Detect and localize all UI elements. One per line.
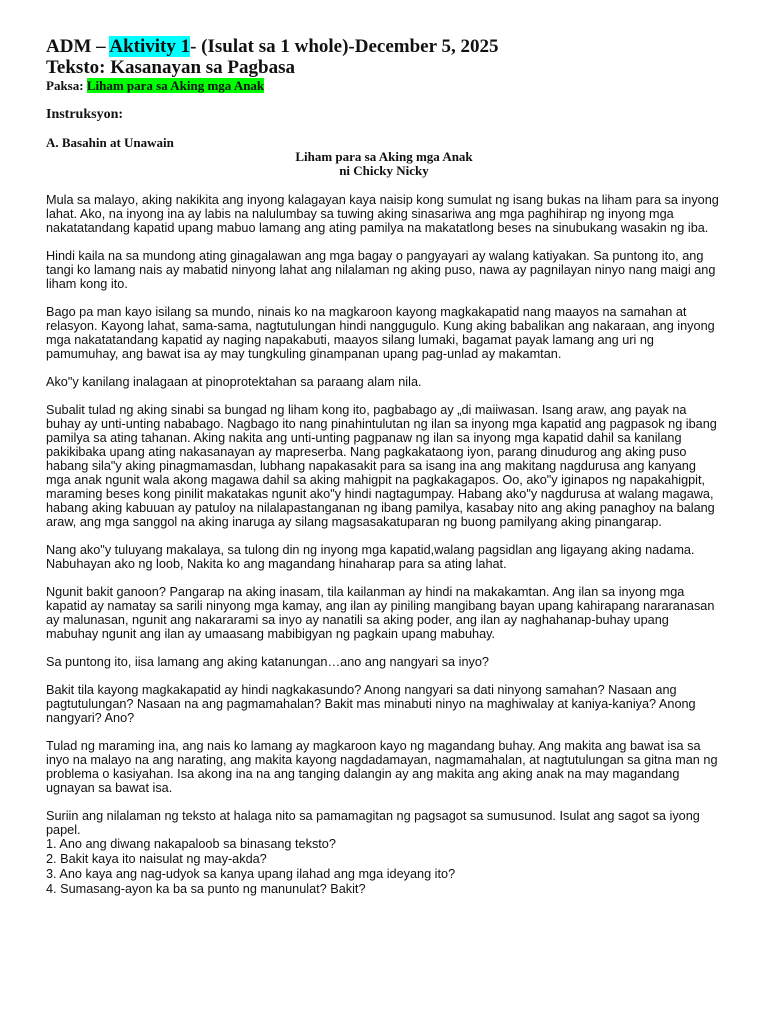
teksto-heading: Teksto: Kasanayan sa Pagbasa bbox=[46, 57, 295, 78]
paksa-label: Paksa: bbox=[46, 78, 84, 93]
questions-list bbox=[46, 837, 722, 897]
letter-body bbox=[46, 193, 722, 897]
paragraph: Ako"y kanilang inalagaan at pinoprotektahan sa paraang alam nila. bbox=[46, 375, 422, 389]
question-item: 1. Ano ang diwang nakapaloob sa binasang teksto? bbox=[46, 837, 336, 851]
question-item: 4. Sumasang-ayon ka ba sa punto ng manunulat? Bakit? bbox=[46, 882, 366, 896]
questions-intro: Suriin ang nilalaman ng teksto at halaga nito sa pamamagitan ng pagsagot sa sumusunod. Isulat ang sagot sa iyong papel. bbox=[46, 809, 700, 837]
paragraph: Tulad ng maraming ina, ang nais ko lamang ay magkaroon kayo ng magandang buhay. Ang makita ang bawat isa sa inyo na malayo na ang narating, ang makita kayong nagdadamayan, nagmamahalan, at nagtutulungan sa gitna man ng problema o kasiyahan. Isa akong ina na ang tanging dalangin ay ang makita ang aking anak na may magandang ugnayan sa bawat isa. bbox=[46, 739, 718, 795]
paksa-value: Liham para sa Aking mga Anak bbox=[86, 78, 265, 93]
paragraph: Hindi kaila na sa mundong ating ginagalawan ang mga bagay o pangyayari ay walang katiyakan. Sa puntong ito, ang tangi ko lamang nais ay mabatid ninyong lahat ang nilalaman ng aking puso, nawa ay pagnilayan ninyo nang maigi ang liham kong ito. bbox=[46, 249, 716, 291]
activity-details: - (Isulat sa 1 whole)-December 5, 2025 bbox=[190, 36, 499, 57]
section-a-heading: A. Basahin at Unawain bbox=[46, 135, 174, 150]
paragraph: Nang ako"y tuluyang makalaya, sa tulong din ng inyong mga kapatid,walang pagsidlan ang ligayang aking nadama. Nabuhayan ako ng loob, Nakita ko ang magandang hinaharap para sa ating lahat. bbox=[46, 543, 695, 571]
letter-title: Liham para sa Aking mga Anak bbox=[295, 149, 473, 164]
paragraph: Bago pa man kayo isilang sa mundo, ninais ko na magkaroon kayong magkakapatid nang maayos na samahan at relasyon. Kayong lahat, sama-sama, nagtutulungan hindi nanggugulo. Kung aking babalikan ang nakaraan, ang inyong mga nakatatandang kapatid ay naging napakabuti, maayos silang lumaki, bagamat payak lamang ang uri ng pamumuhay, ang bawat isa ay may tungkuling ginampanan upang pag-unlad ay makamtan. bbox=[46, 305, 715, 361]
paragraph: Sa puntong ito, iisa lamang ang aking katanungan…ano ang nangyari sa inyo? bbox=[46, 655, 489, 669]
paragraph: Bakit tila kayong magkakapatid ay hindi nagkakasundo? Anong nangyari sa dati ninyong samahan? Nasaan ang pagtutulungan? Nasaan na ang pagmamahalan? Bakit mas minabuti ninyo na maghiwalay at kaniya-kaniya? Anong nangyari? Ano? bbox=[46, 683, 696, 725]
activity-label: Aktivity 1 bbox=[109, 36, 191, 57]
question-item: 3. Ano kaya ang nag-udyok sa kanya upang ilahad ang mga ideyang ito? bbox=[46, 867, 456, 881]
paksa-line bbox=[46, 78, 722, 93]
paragraph: Subalit tulad ng aking sinabi sa bungad ng liham kong ito, pagbabago ay „di maiiwasan. Isang araw, ang payak na buhay ay unti-unting nababago. Nagbago ito nang pinahintulutan ng ilan sa inyong mga kapatid ang pagpasok ng ibang pamilya sa ating tahanan. Aking nakita ang unti-unting pagpanaw ng ilan sa inyong mga kapatid dahil sa kanilang pakikibaka upang ating nakasanayan ay mapreserba. Nang pagkakataong iyon, parang dinudurog ang aking puso habang sila"y aking pinagmamasdan, lubhang napakasakit para sa isang ina ang makitang nagdurusa ang kanyang mga anak ngunit wala akong magawa dahil sa aking mahigpit na pagkakagapos. Oo, ako"y iginapos ng napakahigpit, maraming beses kong pinilit makatakas ngunit ako"y hindi nagtagumpay. Habang ako"y nagdurusa at walang magawa, habang aking kabuuan ay patuloy na nilalapastanganan ng ibang pamilya, kasabay nito ang aking panaghoy na balang araw, ang mga sanggol na aking inaruga ay silang magsasakatuparan ng buong pamilyang aking pinangarap. bbox=[46, 403, 717, 529]
letter-author: ni Chicky Nicky bbox=[339, 163, 429, 178]
letter-title-block bbox=[46, 150, 722, 178]
adm-label: ADM – bbox=[46, 36, 106, 57]
paragraph: Ngunit bakit ganoon? Pangarap na aking inasam, tila kailanman ay hindi na makakamtan. Ang ilan sa inyong mga kapatid ay namatay sa sarili ninyong mga kamay, ang ilan ay piniling mangibang bayan upang kahirapang nararanasan ay malunasan, ngunit ang nakararami sa inyo ay nanatili sa aking poder, ang ilan ay naghahanap-buhay upang mabuhay ngunit ang ilan ay umaasang mabibigyan ng pagkain upang mabuhay. bbox=[46, 585, 715, 641]
activity-heading bbox=[46, 36, 722, 57]
paragraph: Mula sa malayo, aking nakikita ang inyong kalagayan kaya naisip kong sumulat ng isang bukas na liham para sa inyong lahat. Ako, na inyong ina ay labis na nalulumbay sa tuwing aking sinasariwa ang mga paghihirap ng inyong mga nakatatandang kapatid upang mabuo lamang ang ating pamilya na makatatlong beses na sinubukang wasakin ng iba. bbox=[46, 193, 719, 235]
instruksyon-heading: Instruksyon: bbox=[46, 107, 124, 122]
question-item: 2. Bakit kaya ito naisulat ng may-akda? bbox=[46, 852, 267, 866]
document-page bbox=[46, 36, 722, 897]
